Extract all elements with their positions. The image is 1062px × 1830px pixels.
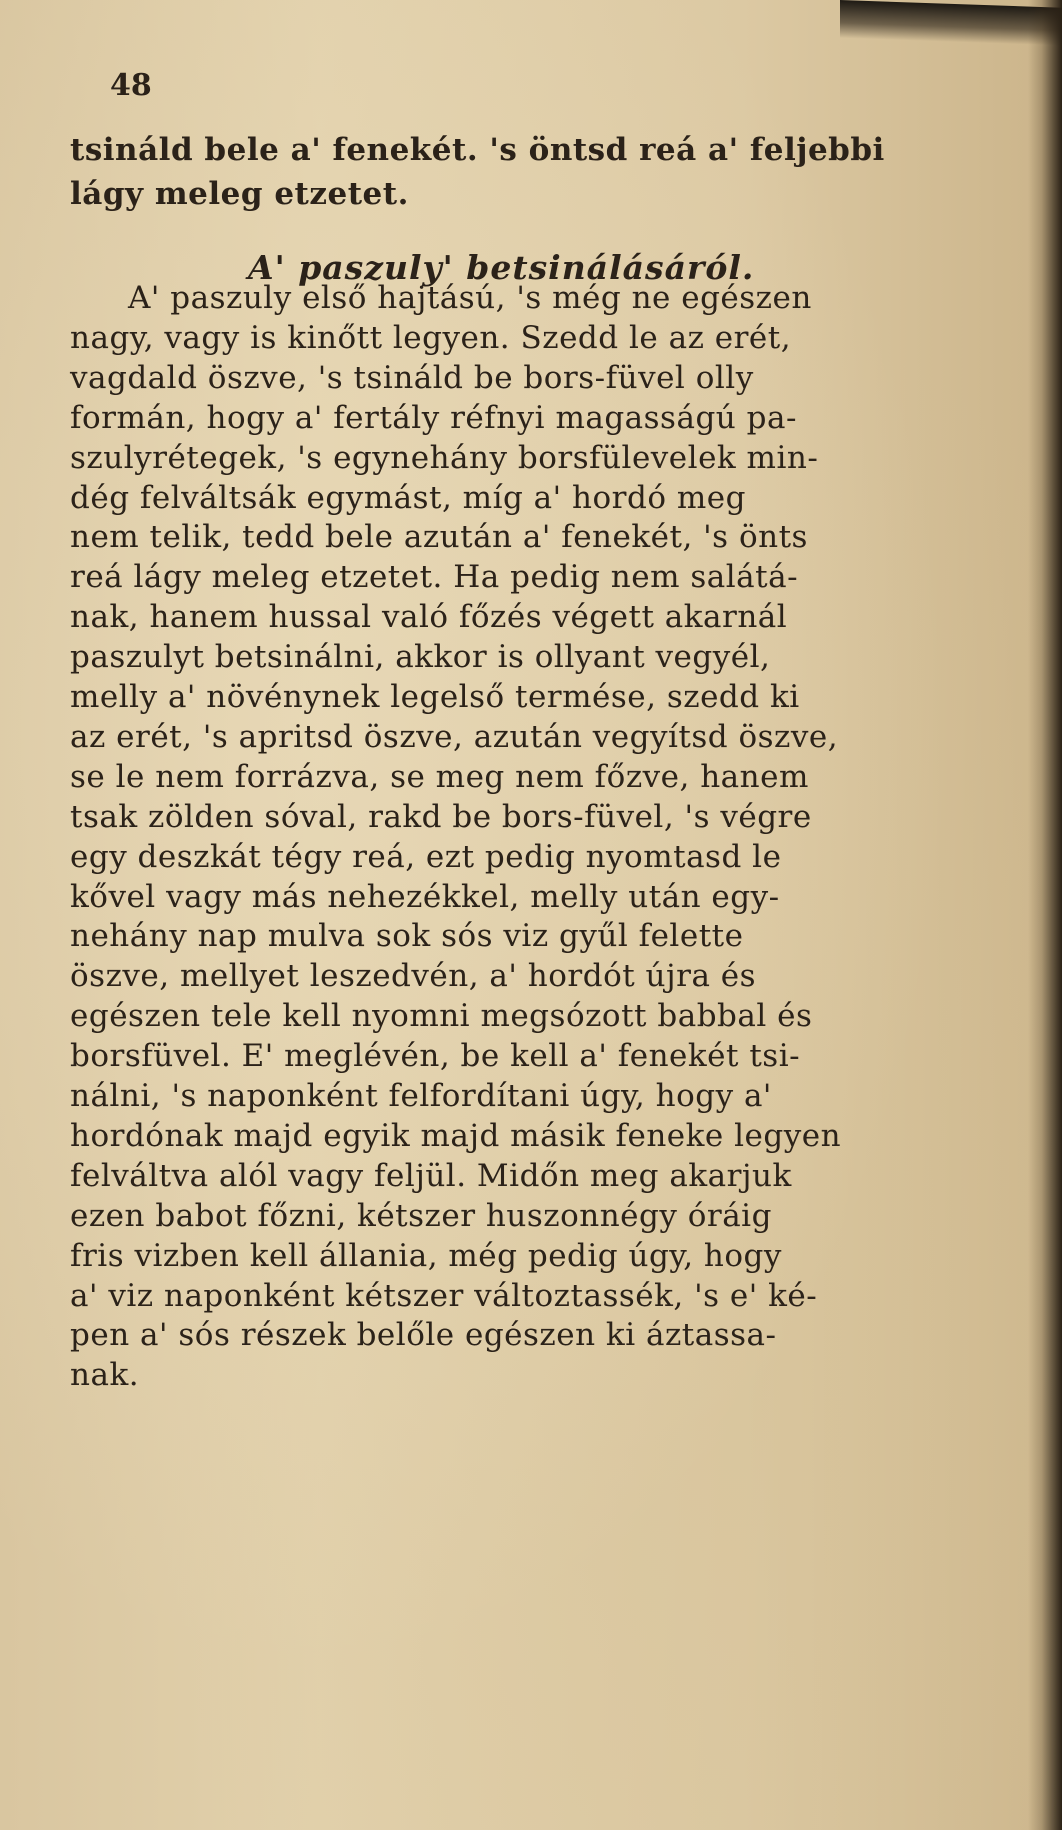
body-line: tsak zölden sóval, rakd be bors-füvel, 's végre	[70, 799, 812, 835]
body-line: paszulyt betsinálni, akkor is ollyant vegyél,	[70, 639, 771, 675]
page-number: 48	[110, 68, 152, 103]
body-line: se le nem forrázva, se meg nem főzve, hanem	[70, 759, 809, 795]
body-line: reá lágy meleg etzetet. Ha pedig nem salátá-	[70, 559, 799, 595]
body-line: nehány nap mulva sok sós viz gyűl felette	[70, 918, 744, 954]
body-line: formán, hogy a' fertály réfnyi magasságú pa-	[70, 400, 797, 436]
page-binding-edge	[1028, 0, 1062, 1830]
body-line: nálni, 's naponként felfordítani úgy, hogy a'	[70, 1078, 772, 1114]
body-line: nak.	[70, 1357, 140, 1393]
body-line: fris vizben kell állania, még pedig úgy, hogy	[70, 1238, 782, 1274]
body-line: melly a' növénynek legelső termése, szedd ki	[70, 679, 800, 715]
body-line: kővel vagy más nehezékkel, melly után egy-	[70, 879, 780, 915]
body-line: egészen tele kell nyomni megsózott babbal és	[70, 998, 813, 1034]
body-line: felváltva alól vagy feljül. Midőn meg akarjuk	[70, 1158, 792, 1194]
body-line: borsfüvel. E' meglévén, be kell a' fenekét tsi-	[70, 1038, 801, 1074]
body-line: pen a' sós részek belőle egészen ki áztassa-	[70, 1317, 777, 1353]
intro-line: lágy meleg etzetet.	[70, 176, 409, 212]
body-line: egy deszkát tégy reá, ezt pedig nyomtasd le	[70, 839, 782, 875]
intro-line: tsináld bele a' fenekét. 's öntsd reá a' feljebbi	[70, 132, 885, 168]
body-line: nagy, vagy is kinőtt legyen. Szedd le az erét,	[70, 320, 792, 356]
body-line: dég felváltsák egymást, míg a' hordó meg	[70, 480, 746, 516]
body-line: nem telik, tedd bele azután a' fenekét, 's önts	[70, 519, 808, 555]
body-line: a' viz naponként kétszer változtassék, 's e' ké-	[70, 1278, 818, 1314]
body-line: az erét, 's apritsd öszve, azután vegyítsd öszve,	[70, 719, 839, 755]
body-line: vagdald öszve, 's tsináld be bors-füvel olly	[70, 360, 754, 396]
body-line: szulyrétegek, 's egynehány borsfülevelek min-	[70, 440, 819, 476]
body-line: ezen babot főzni, kétszer huszonnégy óráig	[70, 1198, 772, 1234]
body-line: öszve, mellyet leszedvén, a' hordót újra és	[70, 958, 757, 994]
body-line: nak, hanem hussal való főzés végett akarnál	[70, 599, 788, 635]
body-line: hordónak majd egyik majd másik feneke legyen	[70, 1118, 842, 1154]
body-line: A' paszuly első hajtású, 's még ne egészen	[128, 280, 812, 316]
section-heading: A' paszuly' betsinálásáról.	[248, 248, 755, 287]
